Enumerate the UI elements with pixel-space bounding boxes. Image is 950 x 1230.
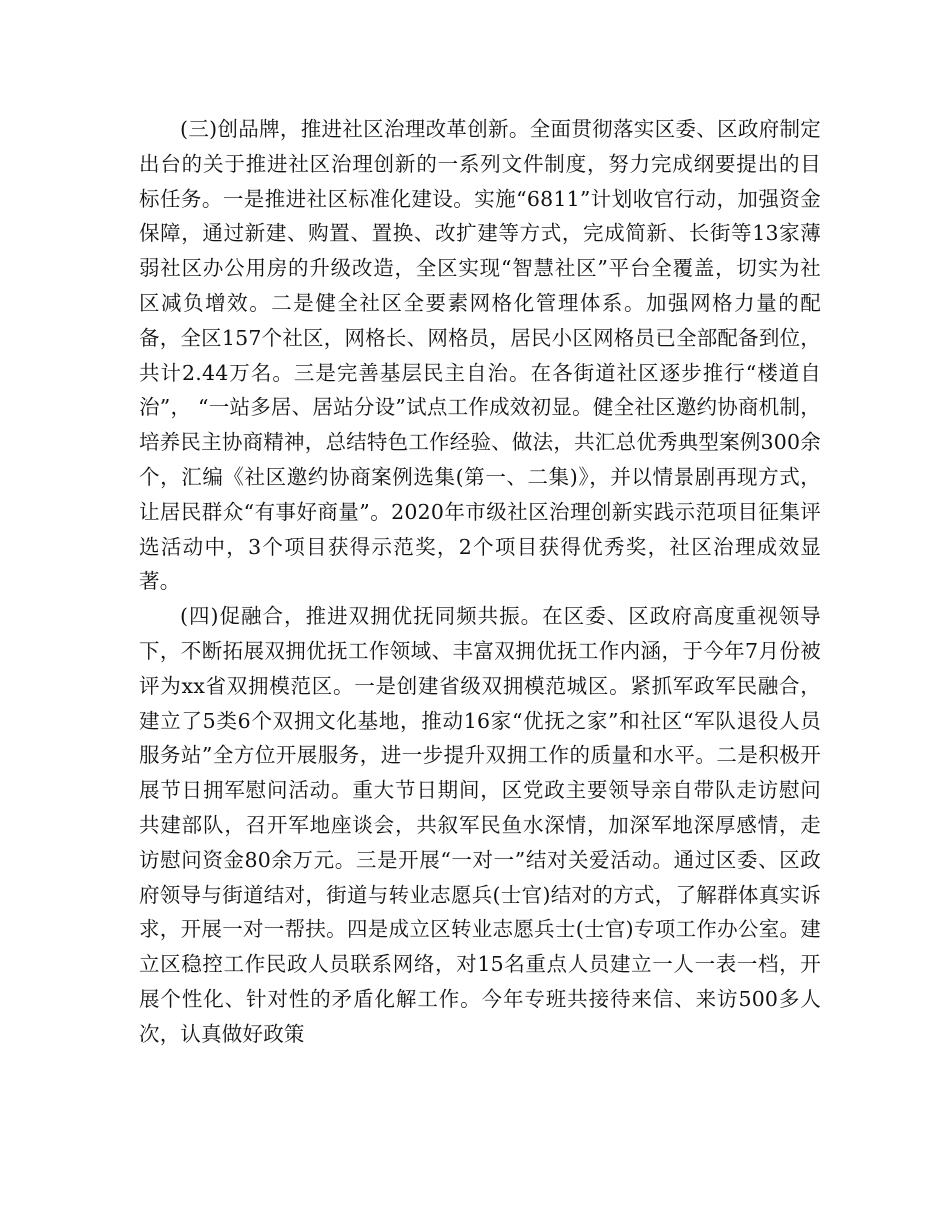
document-body — [139, 112, 821, 1052]
paragraph-military-support: (四)促融合，推进双拥优抚同频共振。在区委、区政府高度重视领导下，不断拓展双拥优抚工作领域、丰富双拥优抚工作内涵，于今年7月份被评为xx省双拥模范区。一是创建省级双拥模范城区。紧抓军政军民融合，建立了5类6个双拥文化基地，推动16家“优抚之家”和社区“军队退役人员服务站”全方位开展服务，进一步提升双拥工作的质量和水平。二是积极开展节日拥军慰问活动。重大节日期间，区党政主要领导亲自带队走访慰问共建部队，召开军地座谈会，共叙军民鱼水深情，加深军地深厚感情，走访慰问资金80余万元。三是开展“一对一”结对关爱活动。通过区委、区政府领导与街道结对，街道与转业志愿兵(士官)结对的方式，了解群体真实诉求，开展一对一帮扶。四是成立区转业志愿兵士(士官)专项工作办公室。建立区稳控工作民政人员联系网络，对15名重点人员建立一人一表一档，开展个性化、针对性的矛盾化解工作。今年专班共接待来信、来访500多人次，认真做好政策 — [139, 604, 821, 1046]
paragraph-community-governance: (三)创品牌，推进社区治理改革创新。全面贯彻落实区委、区政府制定出台的关于推进社区治理创新的一系列文件制度，努力完成纲要提出的目标任务。一是推进社区标准化建设。实施“6811”计划收官行动，加强资金保障，通过新建、购置、置换、改扩建等方式，完成简新、长街等13家薄弱社区办公用房的升级改造，全区实现“智慧社区”平台全覆盖，切实为社区减负增效。二是健全社区全要素网格化管理体系。加强网格力量的配备，全区157个社区，网格长、网格员，居民小区网格员已全部配备到位，共计2.44万名。三是完善基层民主自治。在各街道社区逐步推行“楼道自治”， “一站多居、居站分设”试点工作成效初显。健全社区邀约协商机制，培养民主协商精神，总结特色工作经验、做法，共汇总优秀典型案例300余个，汇编《社区邀约协商案例选集(第一、二集)》，并以情景剧再现方式，让居民群众“有事好商量”。2020年市级社区治理创新实践示范项目征集评选活动中，3个项目获得示范奖，2个项目获得优秀奖，社区治理成效显著。 — [139, 117, 821, 594]
